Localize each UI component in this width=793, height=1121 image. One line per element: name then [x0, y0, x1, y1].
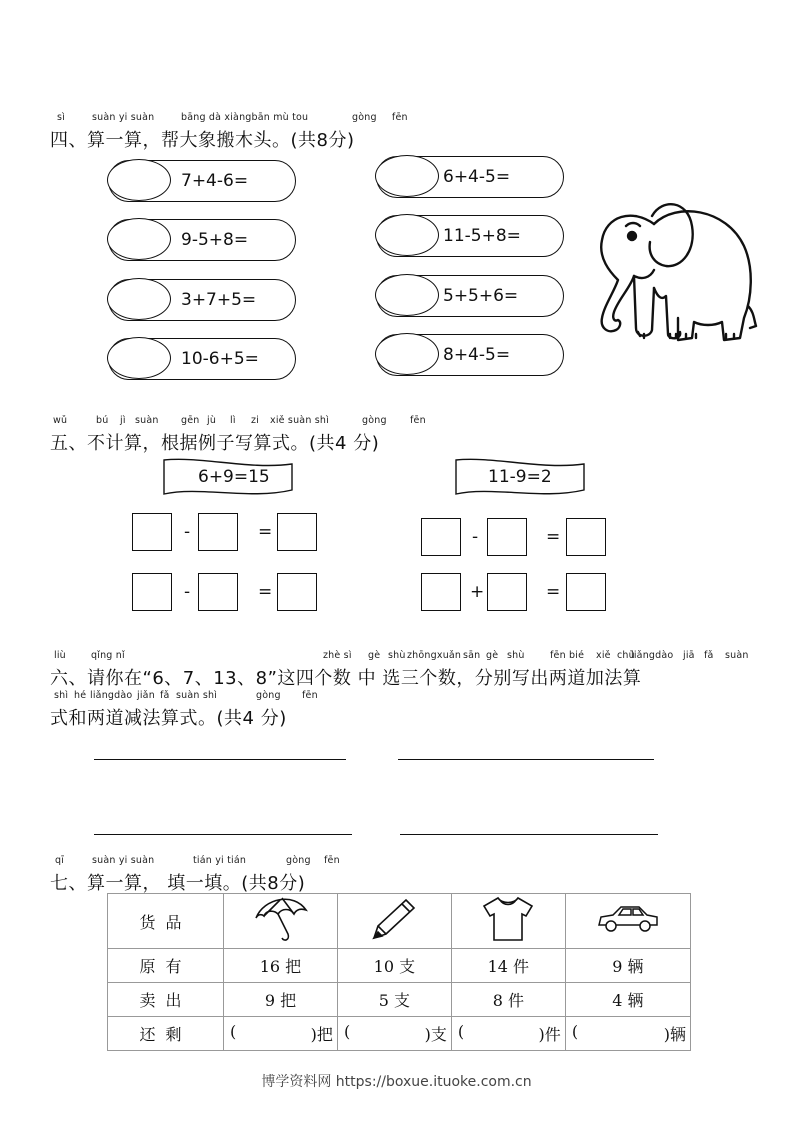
table-cell: 5 支: [337, 983, 451, 1017]
paren-close: ): [424, 1025, 431, 1044]
minus-sign: -: [184, 582, 191, 602]
pinyin: chū: [617, 650, 635, 661]
pinyin-gong-fen: gòng fēn: [352, 112, 408, 123]
pinyin: jiǎn: [137, 690, 155, 701]
table-cell: 10 支: [337, 949, 451, 983]
answer-oval[interactable]: [375, 214, 439, 256]
section6-line2: 式和两道减法算式。(共4 分): [50, 708, 287, 729]
expr-pill-right-4: [376, 334, 564, 376]
expression: 10-6+5=: [181, 349, 259, 369]
pinyin-qi: qī: [55, 855, 65, 866]
pinyin-tian-yi-tian: tián yi tián: [193, 855, 247, 866]
plus-sign: +: [470, 582, 485, 602]
table-cell: 4 辆: [565, 983, 690, 1017]
answer-box[interactable]: [487, 573, 527, 611]
pencil-icon: [364, 894, 424, 944]
section4-heading: 四、算一算，帮大象搬木头。(共8分): [50, 130, 355, 151]
umbrella-icon: [250, 894, 310, 944]
answer-cell[interactable]: [337, 1017, 451, 1051]
paren-open: (: [230, 1022, 237, 1041]
pinyin-fen: fēn: [324, 855, 340, 866]
answer-line[interactable]: [398, 759, 654, 760]
pinyin: gè: [486, 650, 499, 661]
answer-box[interactable]: [132, 573, 172, 611]
pinyin: jiā: [683, 650, 695, 661]
pinyin-gong: gòng: [286, 855, 311, 866]
answer-cell[interactable]: [224, 1017, 338, 1051]
pinyin-zi: zi: [251, 415, 260, 426]
pinyin-gen: gēn: [181, 415, 200, 426]
example-left-text: 6+9=15: [198, 467, 270, 487]
minus-sign: -: [472, 527, 479, 547]
pinyin-gong: gòng: [362, 415, 387, 426]
pinyin: hé: [74, 690, 87, 701]
paren-close: ): [310, 1025, 317, 1044]
answer-oval[interactable]: [375, 333, 439, 375]
table-row: [108, 983, 691, 1017]
pinyin-li: lì: [230, 415, 236, 426]
pinyin: sān: [463, 650, 481, 661]
expression: 7+4-6=: [181, 171, 249, 191]
equals-sign: =: [546, 582, 561, 602]
answer-box[interactable]: [198, 573, 238, 611]
pinyin: zhè sì: [323, 650, 352, 661]
table-cell: 8 件: [451, 983, 565, 1017]
answer-box[interactable]: [487, 518, 527, 556]
paren-open: (: [457, 1022, 465, 1041]
pinyin: shù: [388, 650, 406, 661]
table-cell: 14 件: [451, 949, 565, 983]
table-row: [108, 1017, 691, 1051]
pinyin: liù: [54, 650, 66, 661]
answer-line[interactable]: [400, 834, 658, 835]
answer-cell[interactable]: [565, 1017, 690, 1051]
pinyin: suàn: [725, 650, 749, 661]
table-row: [108, 949, 691, 983]
expr-pill-left-3: [108, 279, 296, 321]
paren-close: ): [663, 1025, 670, 1044]
pinyin: xiě: [596, 650, 611, 661]
table-cell: 9 辆: [565, 949, 690, 983]
answer-box[interactable]: [132, 513, 172, 551]
row-label: 原有: [108, 949, 224, 983]
item-cell: [565, 894, 690, 949]
expr-pill-left-2: [108, 219, 296, 261]
pinyin-ji: jì: [120, 415, 126, 426]
footer-watermark: 博学资料网 https://boxue.ituoke.com.cn: [261, 1074, 532, 1090]
answer-box[interactable]: [198, 513, 238, 551]
pinyin: fǎ: [160, 690, 170, 701]
pinyin-suan: suàn: [135, 415, 159, 426]
section7-heading: 七、算一算， 填一填。(共8分): [50, 873, 306, 894]
expr-pill-right-1: [376, 156, 564, 198]
answer-cell[interactable]: [451, 1017, 565, 1051]
answer-box[interactable]: [277, 513, 317, 551]
expression: 8+4-5=: [443, 345, 511, 365]
paren-open: (: [343, 1022, 351, 1041]
minus-sign: -: [184, 522, 191, 542]
answer-box[interactable]: [566, 518, 606, 556]
car-icon: [595, 899, 661, 939]
answer-oval[interactable]: [107, 337, 171, 379]
pinyin: fēn: [302, 690, 318, 701]
equals-sign: =: [258, 582, 273, 602]
row-label: 卖出: [108, 983, 224, 1017]
pinyin: fēn bié: [550, 650, 585, 661]
expression: 3+7+5=: [181, 290, 257, 310]
item-cell: [451, 894, 565, 949]
table-cell: 16 把: [224, 949, 338, 983]
unit: 件: [544, 1025, 561, 1044]
unit: 支: [430, 1025, 447, 1044]
header-label: 货品: [108, 894, 224, 949]
section6-line1: 六、请你在“6、7、13、8”这四个数 中 选三个数，分别写出两道加法算: [50, 668, 642, 689]
pinyin-suan-yi-suan: suàn yi suàn: [92, 112, 155, 123]
answer-oval[interactable]: [375, 274, 439, 316]
answer-oval[interactable]: [107, 278, 171, 320]
elephant-illustration: [596, 188, 762, 354]
equals-sign: =: [258, 522, 273, 542]
answer-line[interactable]: [94, 759, 346, 760]
pinyin: shì: [54, 690, 69, 701]
item-cell: [337, 894, 451, 949]
unit: 辆: [669, 1025, 686, 1044]
answer-oval[interactable]: [375, 155, 439, 197]
answer-box[interactable]: [277, 573, 317, 611]
expression: 5+5+6=: [443, 286, 519, 306]
answer-oval[interactable]: [107, 218, 171, 260]
goods-table: [107, 893, 691, 1051]
expr-pill-right-2: [376, 215, 564, 257]
answer-box[interactable]: [421, 573, 461, 611]
paren-close: ): [538, 1025, 545, 1044]
pinyin: gè: [368, 650, 381, 661]
answer-oval[interactable]: [107, 159, 171, 201]
pinyin: liǎngdào: [631, 650, 674, 661]
pinyin-bang-da-xiang: bāng dà xiàngbān mù tou: [181, 112, 309, 123]
expression: 11-5+8=: [443, 226, 521, 246]
answer-line[interactable]: [94, 834, 352, 835]
expression: 6+4-5=: [443, 167, 511, 187]
unit: 把: [316, 1025, 333, 1044]
item-cell: [224, 894, 338, 949]
pinyin: fǎ: [704, 650, 714, 661]
equals-sign: =: [546, 527, 561, 547]
pinyin: zhōngxuǎn: [407, 650, 462, 661]
pinyin-suan-yi-suan: suàn yi suàn: [92, 855, 155, 866]
example-right-text: 11-9=2: [488, 467, 552, 487]
pinyin: qǐng nǐ: [91, 650, 125, 661]
paren-open: (: [571, 1022, 579, 1041]
shirt-icon: [478, 894, 538, 944]
pinyin: liǎngdào: [90, 690, 133, 701]
expr-pill-right-3: [376, 275, 564, 317]
row-label: 还剩: [108, 1017, 224, 1051]
pinyin-ju: jù: [207, 415, 217, 426]
table-row: [108, 894, 691, 949]
expr-pill-left-1: [108, 160, 296, 202]
pinyin: shù: [507, 650, 525, 661]
expr-pill-left-4: [108, 338, 296, 380]
section5-heading: 五、不计算，根据例子写算式。(共4 分): [50, 433, 380, 454]
pinyin: gòng: [256, 690, 281, 701]
answer-box[interactable]: [421, 518, 461, 556]
expression: 9-5+8=: [181, 230, 249, 250]
pinyin-bu: bú: [96, 415, 109, 426]
pinyin-wu: wǔ: [53, 415, 68, 426]
pinyin-xie-suan-shi: xiě suàn shì: [270, 415, 329, 426]
answer-box[interactable]: [566, 573, 606, 611]
pinyin-fen: fēn: [410, 415, 426, 426]
pinyin-si: sì: [57, 112, 65, 123]
table-cell: 9 把: [224, 983, 338, 1017]
pinyin: suàn shì: [176, 690, 218, 701]
